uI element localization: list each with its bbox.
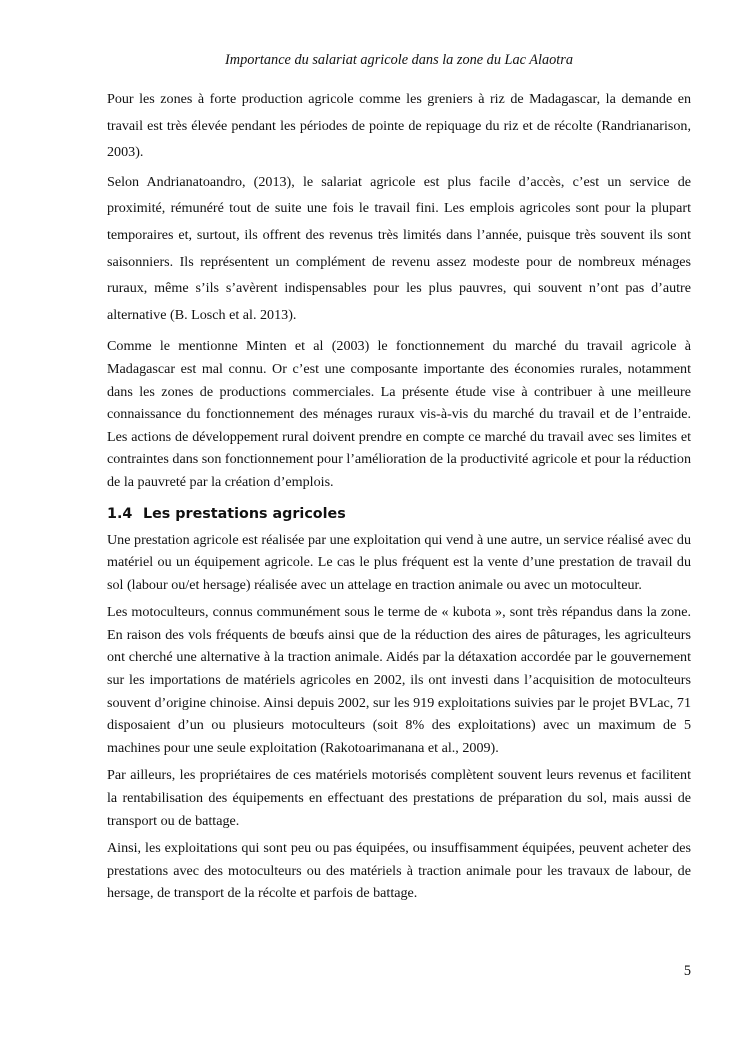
document-page bbox=[107, 50, 691, 905]
body-paragraph: Selon Andrianatoandro, (2013), le salariat agricole est plus facile d’accès, c’est un service de proximité, rémunéré tout de suite une fois le travail fini. Les emplois agricoles sont pour la plupart temporaires et, surtout, ils offrent des revenus très limités dans l’année, puisque très souvent ils sont saisonniers. Ils représentent un complément de revenu assez modeste pour de nombreux ménages ruraux, même s’ils s’avèrent indispensables pour les plus pauvres, qui souvent n’ont pas d’autre alternative (B. Losch et al. 2013). bbox=[107, 173, 691, 323]
section-heading bbox=[107, 503, 691, 525]
body-paragraph: Comme le mentionne Minten et al (2003) le fonctionnement du marché du travail agricole à Madagascar est mal connu. Or c’est une composante importante des économies rurales, notamment dans les zones de productions commerciales. La présente étude vise à contribuer à une meilleure connaissance du fonctionnement des ménages ruraux vis-à-vis du marché du travail et de l’entraide. Les actions de développement rural doivent prendre en compte ce marché du travail avec ses limites et contraintes dans son fonctionnement pour l’amélioration de la productivité agricole et pour la réduction de la pauvreté par la création d’emplois. bbox=[107, 338, 691, 490]
body-paragraph: Ainsi, les exploitations qui sont peu ou pas équipées, ou insuffisamment équipées, peuvent acheter des prestations avec des motoculteurs ou des matériels à traction animale pour les travaux de labour, de hersage, de transport de la récolte et parfois de battage. bbox=[107, 840, 691, 902]
body-paragraph: Pour les zones à forte production agricole comme les greniers à riz de Madagascar, la demande en travail est très élevée pendant les périodes de pointe de repiquage du riz et de récolte (Randrianarison, 2003). bbox=[107, 91, 691, 161]
section-title: Les prestations agricoles bbox=[143, 505, 346, 522]
body-paragraph: Les motoculteurs, connus communément sous le terme de « kubota », sont très répandus dans la zone. En raison des vols fréquents de bœufs ainsi que de la réduction des aires de pâturages, les agriculteurs ont cherché une alternative à la traction animale. Aidés par la détaxation accordée par le gouvernement sur les importations de matériels agricoles en 2002, ils ont investi dans l’acquisition de motoculteurs souvent d’origine chinoise. Ainsi depuis 2002, sur les 919 exploitations suivies par le projet BVLac, 71 disposaient d’un ou plusieurs motoculteurs (soit 8% des exploitations) avec un maximum de 5 machines pour une seule exploitation (Rakotoarimanana et al., 2009). bbox=[107, 604, 691, 756]
running-header: Importance du salariat agricole dans la zone du Lac Alaotra bbox=[224, 52, 573, 68]
section-number: 1.4 bbox=[107, 505, 133, 522]
body-paragraph: Par ailleurs, les propriétaires de ces matériels motorisés complètent souvent leurs revenus et facilitent la rentabilisation des équipements en effectuant des prestations de préparation du sol, mais aussi de transport ou de battage. bbox=[107, 767, 691, 829]
body-paragraph: Une prestation agricole est réalisée par une exploitation qui vend à une autre, un service réalisé avec du matériel ou un équipement agricole. Le cas le plus fréquent est la vente d’une prestation de travail du sol (labour ou/et hersage) réalisée avec un attelage en traction animale ou avec un motoculteur. bbox=[107, 531, 691, 593]
page-number: 5 bbox=[683, 963, 691, 979]
